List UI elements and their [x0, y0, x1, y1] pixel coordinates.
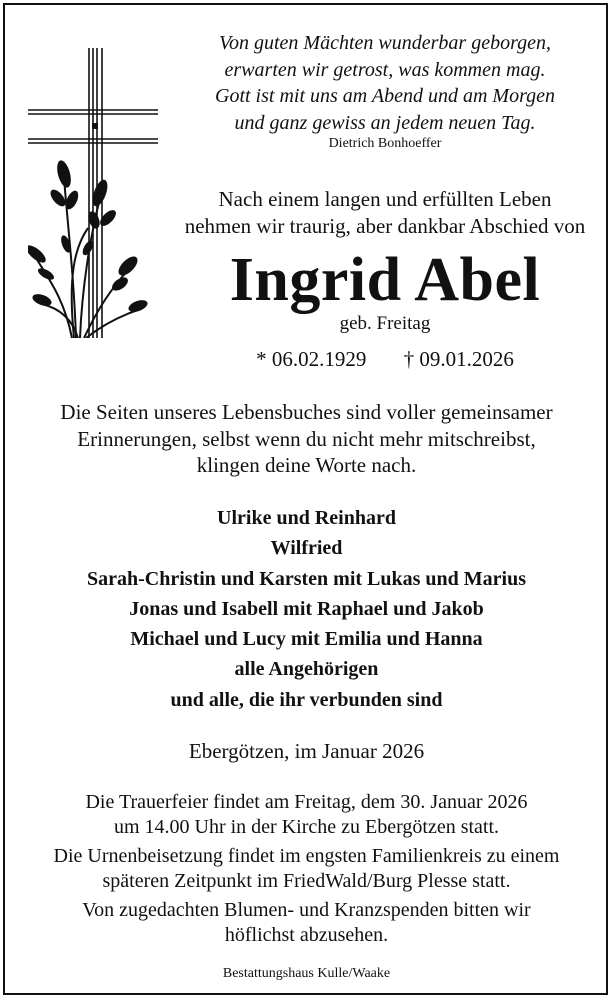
- intro-line: Nach einem langen und erfüllten Leben: [218, 187, 552, 211]
- quote-line: Die Seiten unseres Lebensbuches sind voller gemeinsamer: [60, 400, 553, 424]
- intro-text: [180, 186, 590, 239]
- mourner-line: alle Angehörigen: [234, 658, 379, 681]
- mourner-line: Sarah-Christin und Karsten mit Lukas und Marius: [87, 567, 526, 590]
- cross-with-grasses-icon: [28, 48, 158, 338]
- notice-line: Von zugedachten Blumen- und Kranzspenden bitten wir: [82, 899, 531, 921]
- notice-line: Die Trauerfeier findet am Freitag, dem 30. Januar 2026: [85, 791, 528, 813]
- poem-line: und ganz gewiss an jedem neuen Tag.: [234, 111, 536, 134]
- life-dates: [180, 347, 590, 372]
- mourner-line: und alle, die ihr verbunden sind: [170, 688, 443, 711]
- quote-line: Erinnerungen, selbst wenn du nicht mehr mitschreibst,: [77, 426, 536, 451]
- deceased-name: Ingrid Abel: [229, 246, 541, 314]
- poem-line: Gott ist mit uns am Abend und am Morgen: [215, 85, 555, 107]
- notice-line: Die Urnenbeisetzung findet im engsten Familienkreis zu einem: [53, 845, 560, 867]
- notice-line: um 14.00 Uhr in der Kirche zu Ebergötzen statt.: [113, 815, 500, 838]
- poem-line: erwarten wir getrost, was kommen mag.: [224, 58, 546, 81]
- poem-author: Dietrich Bonhoeffer: [328, 136, 442, 151]
- mourner-line: Ulrike und Reinhard: [217, 507, 396, 529]
- death-date: † 09.01.2026: [403, 347, 514, 371]
- intro-line: nehmen wir traurig, aber dankbar Abschied von: [184, 213, 586, 238]
- poem-line: Von guten Mächten wunderbar geborgen,: [219, 32, 551, 54]
- funeral-home: Bestattungshaus Kulle/Waake: [222, 966, 391, 981]
- quote-line: klingen deine Worte nach.: [196, 453, 417, 477]
- birth-date: * 06.02.1929: [256, 347, 367, 371]
- place-and-date: Ebergötzen, im Januar 2026: [188, 739, 425, 763]
- birth-name: geb. Freitag: [339, 313, 431, 334]
- mourner-line: Jonas und Isabell mit Raphael und Jakob: [129, 597, 484, 620]
- memorial-quote: [0, 399, 613, 479]
- bonhoeffer-poem: [180, 30, 590, 136]
- mourner-line: Michael und Lucy mit Emilia und Hanna: [130, 628, 483, 651]
- notice-line: späteren Zeitpunkt im FriedWald/Burg Plesse statt.: [102, 869, 511, 892]
- mourners-list: [0, 503, 613, 715]
- notice-line: höflichst abzusehen.: [224, 923, 389, 946]
- mourner-line: Wilfried: [270, 537, 343, 560]
- funeral-notices: [0, 790, 613, 947]
